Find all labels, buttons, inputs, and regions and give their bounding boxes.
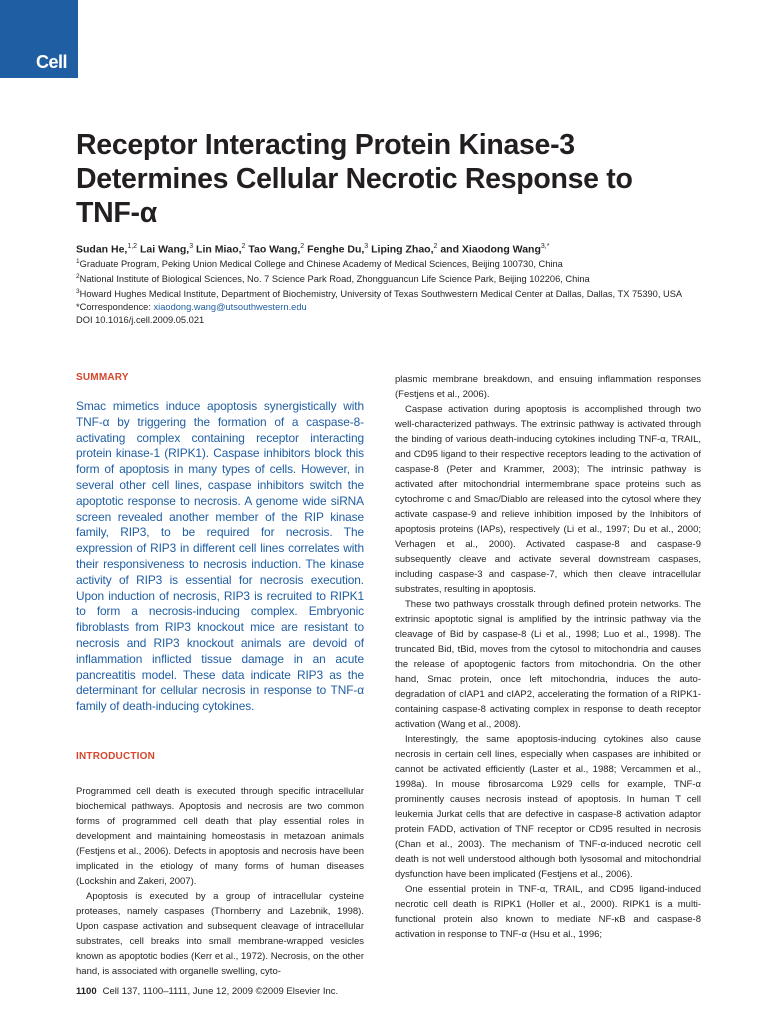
left-column — [76, 372, 364, 979]
affil-text: Howard Hughes Medical Institute, Department of Biochemistry, University of Texas Southwestern Medical Center at Dallas, Dallas, TX 75390, USA — [79, 289, 683, 300]
affil-text: Graduate Program, Peking Union Medical College and Chinese Academy of Medical Sciences, Beijing 100730, China — [79, 259, 563, 270]
author-name: and Xiaodong Wang — [440, 243, 541, 256]
journal-logo-text: Cell — [36, 52, 68, 72]
article-title: Receptor Interacting Protein Kinase-3 Determines Cellular Necrotic Response to TNF-α — [76, 129, 633, 229]
right-column — [395, 372, 701, 942]
affiliations — [76, 256, 696, 327]
author-name: Lin Miao, — [196, 243, 242, 256]
paragraph: plasmic membrane breakdown, and ensuing inflammation responses (Festjens et al., 2006). — [395, 374, 701, 400]
paragraph: Interestingly, the same apoptosis-inducing cytokines also cause necrosis in certain cell lines, especially when caspases are inhibited or cannot be activated efficiently (Laster et al., 1988; Vercammen et al., 1998a). In mouse fibrosarcoma L929 cells for example, TNF-α prominently causes necrosis instead of apoptosis. In human T cell leukemia Jurkat cells that are defective in caspase-8 activation adaptor protein FADD, activation of TNF receptor or CD95 resulted in necrosis (Chan et al., 2003). The mechanism of TNF-α-induced necrotic cell death is not well understood although both lysosomal and mitochondrial dysfunction have been implicated (Festjens et al., 2006). — [395, 734, 701, 880]
paragraph: One essential protein in TNF-α, TRAIL, and CD95 ligand-induced necrotic cell death is RIPK1 (Holler et al., 2000). RIPK1 is a multi-functional protein also known to mediate NF-κB and caspase-8 activation in response to TNF-α (Hsu et al., 1996; — [395, 884, 701, 940]
affil-text: National Institute of Biological Sciences, No. 7 Science Park Road, Zhongguancun Life Science Park, Beijing 102206, China — [79, 274, 590, 285]
author-affil-marker: 3,* — [540, 243, 550, 250]
author-affil-marker: 2 — [433, 243, 438, 250]
author-name: Tao Wang, — [248, 243, 301, 256]
author-affil-marker: 3 — [364, 243, 369, 250]
journal-citation: Cell 137, 1100–1111, June 12, 2009 ©2009 Elsevier Inc. — [102, 986, 339, 997]
page-number: 1100 — [76, 986, 97, 997]
affil-marker: 2 — [76, 273, 80, 280]
affil-marker: 1 — [76, 258, 80, 265]
correspondence-email-link[interactable]: xiaodong.wang@utsouthwestern.edu — [153, 302, 307, 312]
author-name: Sudan He, — [76, 243, 128, 256]
author-affil-marker: 1,2 — [127, 243, 138, 250]
correspondence — [76, 301, 696, 314]
author-name: Fenghe Du, — [307, 243, 365, 256]
introduction-heading: INTRODUCTION — [76, 750, 156, 762]
summary-text: Smac mimetics induce apoptosis synergistically with TNF-α by triggering the formation of a caspase-8-activating complex containing receptor interacting protein kinase-1 (RIPK1). Caspase inhibitors block this form of apoptosis in many types of cells. However, in several other cell lines, caspase inhibitors switch the apoptotic response to necrosis. A genome wide siRNA screen revealed another member of the RIP kinase family, RIP3, to be required for necrosis. The expression of RIP3 in different cell lines correlates with their responsiveness to necrosis induction. The kinase activity of RIP3 is essential for necrosis execution. Upon induction of necrosis, RIP3 is recruited to RIPK1 to form a necrosis-inducing complex. Embryonic fibroblasts from RIP3 knockout mice are resistant to necrosis and RIP3 knockout animals are devoid of inflammation inflicted tissue damage in an acute pancreatitis model. These data indicate RIP3 as the determinant for cellular necrosis in response to TNF-α family of death-inducing cytokines. — [76, 399, 364, 714]
affiliation-2 — [76, 271, 696, 286]
author-name: Lai Wang, — [140, 243, 190, 256]
paragraph: Programmed cell death is executed through specific intracellular biochemical pathways. Apoptosis and necrosis are two common forms of programmed cell death that play essential roles in development and maintaining homeostasis in metazoan animals (Festjens et al., 2006). Defects in apoptosis and necrosis have been implicated in the etiology of many forms of human diseases (Lockshin and Zakeri, 2007). — [76, 785, 364, 887]
paragraph: Apoptosis is executed by a group of intracellular cysteine proteases, namely caspases (Thornberry and Lazebnik, 1998). Upon caspase activation and subsequent cleavage of intracellular substrates, cell breaks into small membrane-wrapped vesicles known as apoptotic bodies (Kerr et al., 1972). Necrosis, on the other hand, is associated with organelle swelling, cyto- — [76, 890, 364, 977]
summary-heading: SUMMARY — [76, 372, 129, 383]
author-name: Liping Zhao, — [371, 243, 434, 256]
affiliation-1 — [76, 256, 696, 271]
author-affil-marker: 2 — [241, 243, 246, 250]
author-affil-marker: 3 — [189, 243, 194, 250]
introduction-body — [76, 784, 364, 979]
journal-logo — [0, 0, 78, 78]
page-footer — [76, 986, 338, 997]
paragraph: These two pathways crosstalk through defined protein networks. The extrinsic apoptotic signal is amplified by the intrinsic pathway via the cleavage of Bid by caspase-8 (Li et al., 1998; Luo et al., 1998). The truncated Bid, tBid, moves from the cytosol to mitochondria and causes the release of apoptogenic factors from mitochondria. On the other hand, Smac protein, once left mitochondria, induces the auto-degradation of cIAP1 and cIAP2, accelerating the formation of a RIPK1-containing caspase-8 activating complex in response to death receptor activation (Wang et al., 2008). — [395, 599, 701, 730]
author-affil-marker: 2 — [300, 243, 305, 250]
doi: DOI 10.1016/j.cell.2009.05.021 — [76, 314, 205, 325]
author-list — [76, 240, 716, 257]
paragraph: Caspase activation during apoptosis is accomplished through two well-characterized pathways. The extrinsic pathway is activated through the binding of various death-inducing cytokines including TNF-α, TRAIL, and CD95 ligand to their respective receptors leading to the activation of caspase-8 (Peter and Krammer, 2003); The intrinsic pathway is activated after mitochondrial intermembrane space proteins such as cytochrome c and Smac/Diablo are released into the cytosol where they activate caspase-9 and relieve inhibition imposed by the Inhibitors of apoptosis proteins (IAPs), respectively (Li et al., 1997; Du et al., 2000; Verhagen et al., 2000). Activated caspase-8 and caspase-9 subsequently cleave and activate several downstream caspases, including caspase-3 and caspase-7, which then cleave intracellular substrates, resulting in apoptosis. — [395, 404, 701, 595]
correspondence-label: *Correspondence: — [76, 302, 154, 312]
affil-marker: 3 — [76, 288, 80, 295]
affiliation-3 — [76, 286, 696, 301]
